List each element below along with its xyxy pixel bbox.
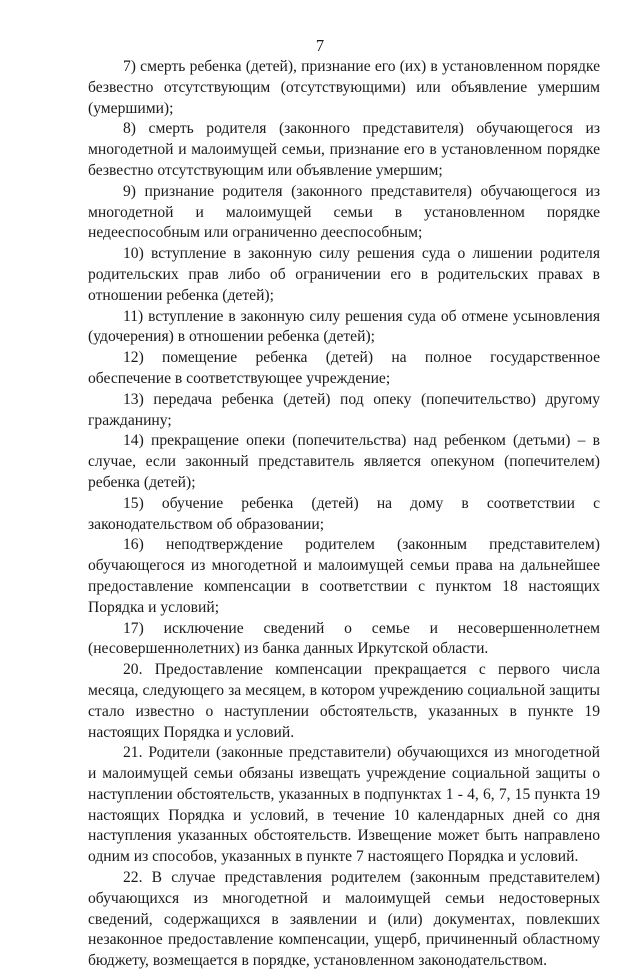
page-number: 7 bbox=[315, 36, 325, 55]
subitem-9: 9) признание родителя (законного представителя) обучающегося из многодетной и малоимущей семьи в установленном порядке недееспособным или ограниченно дееспособным; bbox=[88, 182, 600, 242]
subitem-11: 11) вступление в законную силу решения суда об отмене усыновления (удочерения) в отношении ребенка (детей); bbox=[88, 307, 600, 346]
clause-21: 21. Родители (законные представители) обучающихся из многодетной и малоимущей семьи обязаны извещать учреждение социальной защиты о наступлении обстоятельств, указанных в подпунктах 1 - 4, 6, 7, 15 пункта 19 настоящих Порядка и условий, в течение 10 календарных дней со дня наступления указанных обстоятельств. Извещение может быть направлено одним из способов, указанных в пункте 7 настоящего Порядка и условий. bbox=[88, 744, 600, 866]
subitem-7: 7) смерть ребенка (детей), признание его (их) в установленном порядке безвестно отсутствующим (отсутствующими) или объявление умершим (умершими); bbox=[88, 58, 600, 117]
subitem-13: 13) передача ребенка (детей) под опеку (попечительство) другому гражданину; bbox=[88, 390, 600, 429]
subitem-15: 15) обучение ребенка (детей) на дому в соответствии с законодательством об образовании; bbox=[88, 494, 600, 533]
subitem-16: 16) неподтверждение родителем (законным представителем) обучающегося из многодетной и малоимущей семьи права на дальнейшее предоставление компенсации в соответствии с пунктом 18 настоящих Порядка и условий; bbox=[88, 536, 600, 616]
clause-20: 20. Предоставление компенсации прекращается с первого числа месяца, следующего за месяцем, в котором учреждению социальной защиты стало известно о наступлении обстоятельств, указанных в пункте 19 настоящих Порядка и условий. bbox=[88, 661, 600, 741]
subitem-14: 14) прекращение опеки (попечительства) над ребенком (детьми) – в случае, если законный представитель является опекуном (попечителем) ребенка (детей); bbox=[88, 432, 600, 491]
clause-22: 22. В случае представления родителем (законным представителем) обучающихся из многодетной и малоимущей семьи недостоверных сведений, содержащихся в заявлении и (или) документах, повлекших незаконное предоставление компенсации, ущерб, причиненный областному бюджету, возмещается в порядке, установленном законодательством. bbox=[88, 869, 600, 970]
subitem-10: 10) вступление в законную силу решения суда о лишении родителя родительских прав либо об ограничении его в родительских правах в отношении ребенка (детей); bbox=[88, 245, 600, 304]
subitem-12: 12) помещение ребенка (детей) на полное государственное обеспечение в соответствующее учреждение; bbox=[88, 349, 600, 387]
document-body bbox=[88, 57, 600, 972]
subitem-17: 17) исключение сведений о семье и несовершеннолетнем (несовершеннолетних) из банка данных Иркутской области. bbox=[88, 619, 600, 658]
subitem-8: 8) смерть родителя (законного представителя) обучающегося из многодетной и малоимущей семьи, признание его в установленном порядке безвестно отсутствующим или объявление умершим; bbox=[88, 120, 600, 179]
